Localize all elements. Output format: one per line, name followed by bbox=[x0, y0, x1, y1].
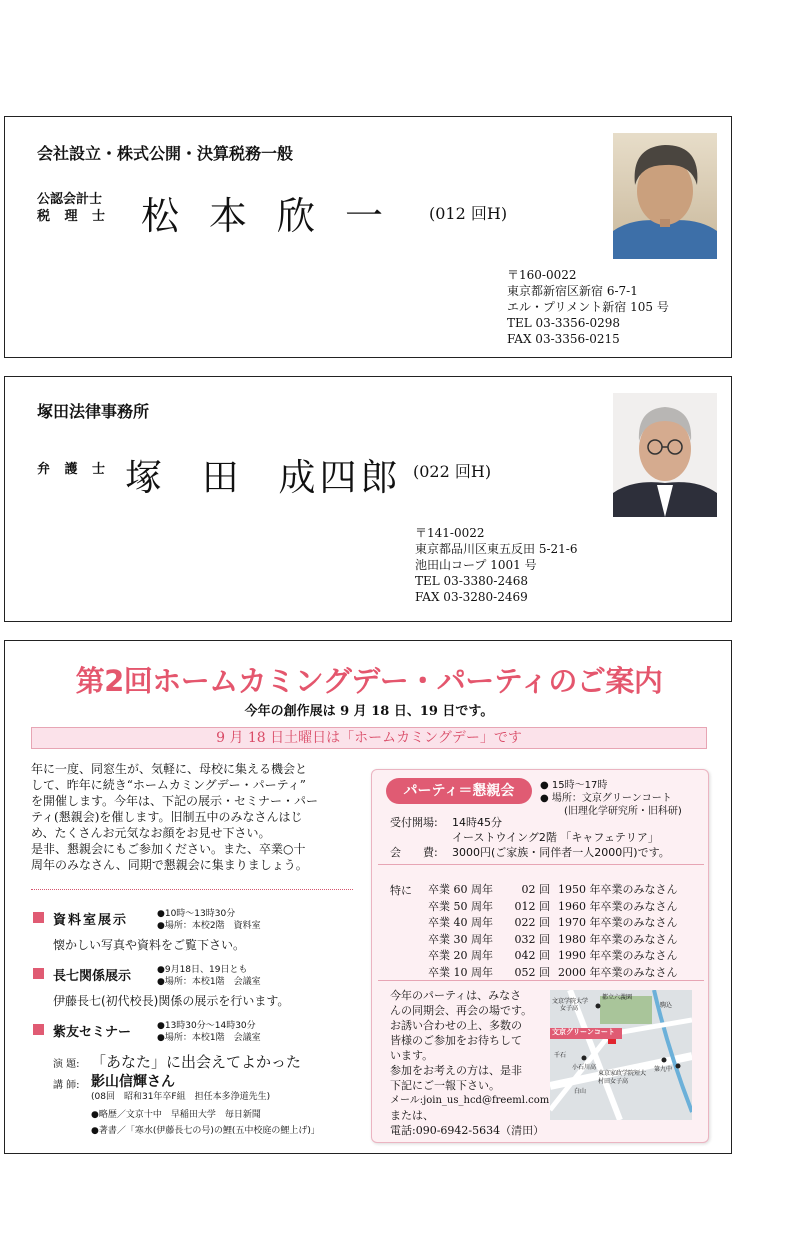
table-row: 卒業 20 周年 042 回 1990 年卒業のみなさん bbox=[428, 949, 678, 962]
section-time: ●9月18日、19日とも bbox=[157, 965, 248, 975]
party-fee: 3000円(ご家族・同伴者一人2000円)です。 bbox=[452, 846, 670, 859]
intro-line: して、昨年に続き“ホームカミングデー・パーティ” bbox=[31, 778, 306, 792]
building-line: 池田山コープ 1001 号 bbox=[415, 558, 537, 572]
table-row: 卒業 30 周年 032 回 1980 年卒業のみなさん bbox=[428, 932, 678, 946]
postal-code: 〒160-0022 bbox=[507, 268, 577, 282]
map-label: 第九中 bbox=[654, 1066, 673, 1073]
table-row: 卒業 50 周年 012 回 1960 年卒業のみなさん bbox=[428, 899, 678, 913]
person-name: 塚 田 成四郎 bbox=[125, 456, 402, 499]
graduation-year: (022 回H) bbox=[413, 462, 492, 481]
section-description: 懐かしい写真や資料をご覧下さい。 bbox=[53, 938, 246, 952]
fee-label: 会 費: bbox=[390, 846, 438, 859]
address-line: 東京都品川区東五反田 5-21-6 bbox=[415, 542, 578, 556]
panel-divider bbox=[378, 864, 704, 865]
reception-label: 受付開場: bbox=[390, 816, 438, 829]
map-label: 女子高 bbox=[560, 1005, 579, 1012]
section-place: ●場所：本校2階 資料室 bbox=[157, 921, 261, 931]
map-label: 駒込 bbox=[660, 1002, 673, 1009]
map-label-venue: 文京グリーンコート bbox=[552, 1028, 615, 1036]
lecturer-profile: ●略歴／文京十中 早稲田大学 毎日新聞 bbox=[91, 1110, 261, 1120]
address-block bbox=[507, 267, 669, 347]
theme-label: 演 題: bbox=[53, 1059, 80, 1070]
intro-line: 周年のみなさん、同期で懇親会に集まりましょう。 bbox=[31, 858, 308, 872]
closing-line: 下記にご一報下さい。 bbox=[390, 1079, 500, 1092]
seminar-theme: 「あなた」に出会えてよかった bbox=[91, 1053, 302, 1071]
lecturer-name: 影山信輝さん bbox=[91, 1074, 175, 1090]
contact-or: または、 bbox=[390, 1109, 434, 1122]
intro-line: ティ(懇親会)を催します。旧制五中のみなさんはじ bbox=[31, 810, 303, 824]
phone-number: TEL 03-3380-2468 bbox=[415, 574, 529, 588]
fax-number: FAX 03-3356-0215 bbox=[507, 332, 620, 346]
dotted-divider bbox=[31, 889, 353, 890]
section-place: ●場所：本校1階 会議室 bbox=[157, 977, 261, 987]
person-name: 松本欣一 bbox=[141, 194, 414, 238]
homecoming-notice bbox=[4, 640, 732, 1154]
intro-line: 年に一度、同窓生が、気軽に、母校に集える機会と bbox=[31, 762, 308, 776]
map-label: 文京学院大学 bbox=[552, 998, 589, 1005]
qualification-tax: 税 理 士 bbox=[37, 209, 111, 224]
notice-subtitle: 今年の創作展は 9 月 18 日、19 日です。 bbox=[244, 704, 494, 719]
qualification-cpa: 公認会計士 bbox=[37, 192, 103, 207]
table-row: 卒業 60 周年 02 回 1950 年卒業のみなさん bbox=[428, 883, 678, 896]
address-block bbox=[415, 525, 577, 605]
business-card-tsukada bbox=[4, 376, 732, 622]
date-banner: 9 月 18 日土曜日は「ホームカミングデー」です bbox=[31, 727, 707, 749]
closing-line: お誘い合わせの上、多数の bbox=[390, 1019, 522, 1032]
section-title: 資料室展示 bbox=[53, 913, 129, 928]
map-label: 都立六義園 bbox=[602, 994, 633, 1001]
closing-line: 今年のパーティは、みなさ bbox=[390, 989, 522, 1002]
card-heading: 会社設立・株式公開・決算税務一般 bbox=[37, 144, 294, 163]
intro-line: を開催します。今年は、下記の展示・セミナー・パー bbox=[31, 794, 319, 808]
portrait-photo bbox=[613, 393, 717, 517]
section-title: 紫友セミナー bbox=[53, 1025, 132, 1040]
section-time: ●13時30分〜14時30分 bbox=[157, 1021, 256, 1031]
panel-divider bbox=[378, 980, 704, 981]
map-label: 村田女子高 bbox=[598, 1078, 629, 1085]
fax-number: FAX 03-3280-2469 bbox=[415, 590, 528, 604]
map-label: 白山 bbox=[574, 1088, 587, 1095]
closing-line: 参加をお考えの方は、是非 bbox=[390, 1064, 522, 1077]
phone-number: TEL 03-3356-0298 bbox=[507, 316, 621, 330]
party-panel bbox=[371, 769, 709, 1143]
notice-title: 第2回ホームカミングデー・パーティのご案内 bbox=[75, 664, 663, 698]
address-line: 東京都新宿区新宿 6-7-1 bbox=[507, 284, 638, 298]
access-map bbox=[550, 990, 692, 1120]
section-time: ●10時〜13時30分 bbox=[157, 909, 236, 919]
contact-phone: 電話:090-6942-5634（清田） bbox=[390, 1124, 545, 1137]
postal-code: 〒141-0022 bbox=[415, 526, 485, 540]
section-description: 伊藤長七(初代校長)関係の展示を行います。 bbox=[53, 994, 290, 1008]
reception-time: 14時45分 bbox=[452, 816, 502, 829]
section-square-icon bbox=[33, 1024, 44, 1035]
section-square-icon bbox=[33, 912, 44, 923]
closing-text bbox=[390, 988, 550, 1138]
party-place-note: (旧理化学研究所・旧科研) bbox=[564, 806, 682, 817]
party-venue: イーストウイング2階 「キャフェテリア」 bbox=[452, 831, 659, 844]
party-time: ● 15時〜17時 bbox=[540, 780, 608, 791]
portrait-photo bbox=[613, 133, 717, 259]
section-square-icon bbox=[33, 968, 44, 979]
map-label: 千石 bbox=[554, 1052, 567, 1059]
qualification-lawyer: 弁 護 士 bbox=[37, 462, 111, 477]
map-label: 小石川高 bbox=[572, 1064, 597, 1071]
lecturer-works: ●著書／「寒水(伊藤長七の号)の鯉(五中校庭の鯉上げ)」 bbox=[91, 1126, 320, 1136]
anniversary-table bbox=[428, 882, 678, 981]
building-line: エル・プリメント新宿 105 号 bbox=[507, 300, 669, 314]
closing-line: 皆様のご参加をお待ちして bbox=[390, 1034, 522, 1047]
closing-line: んの同期会、再会の場です。 bbox=[390, 1004, 533, 1017]
card-heading: 塚田法律事務所 bbox=[37, 402, 150, 421]
lecturer-label: 講 師: bbox=[53, 1080, 80, 1091]
lecturer-note: (08回 昭和31年卒F組 担任本多浄道先生) bbox=[91, 1092, 271, 1102]
closing-line: います。 bbox=[390, 1049, 434, 1062]
intro-line: 是非、懇親会にもご参加ください。また、卒業○十 bbox=[31, 842, 306, 856]
table-row: 卒業 40 周年 022 回 1970 年卒業のみなさん bbox=[428, 916, 678, 929]
graduation-year: (012 回H) bbox=[429, 204, 508, 223]
contact-email: メール:join_us_hcd@freeml.com bbox=[390, 1095, 550, 1106]
special-label: 特に bbox=[390, 884, 412, 897]
table-row: 卒業 10 周年 052 回 2000 年卒業のみなさん bbox=[428, 965, 678, 979]
intro-text bbox=[31, 761, 361, 873]
map-label: 東京家政学院短大 bbox=[598, 1070, 647, 1077]
party-place: ● 場所：文京グリーンコート bbox=[540, 793, 672, 804]
section-title: 長七関係展示 bbox=[53, 969, 132, 984]
party-badge: パーティ＝懇親会 bbox=[386, 778, 532, 804]
section-place: ●場所：本校1階 会議室 bbox=[157, 1033, 261, 1043]
intro-line: め、たくさんお元気なお顔をお見せ下さい。 bbox=[31, 826, 271, 840]
business-card-matsumoto bbox=[4, 116, 732, 358]
